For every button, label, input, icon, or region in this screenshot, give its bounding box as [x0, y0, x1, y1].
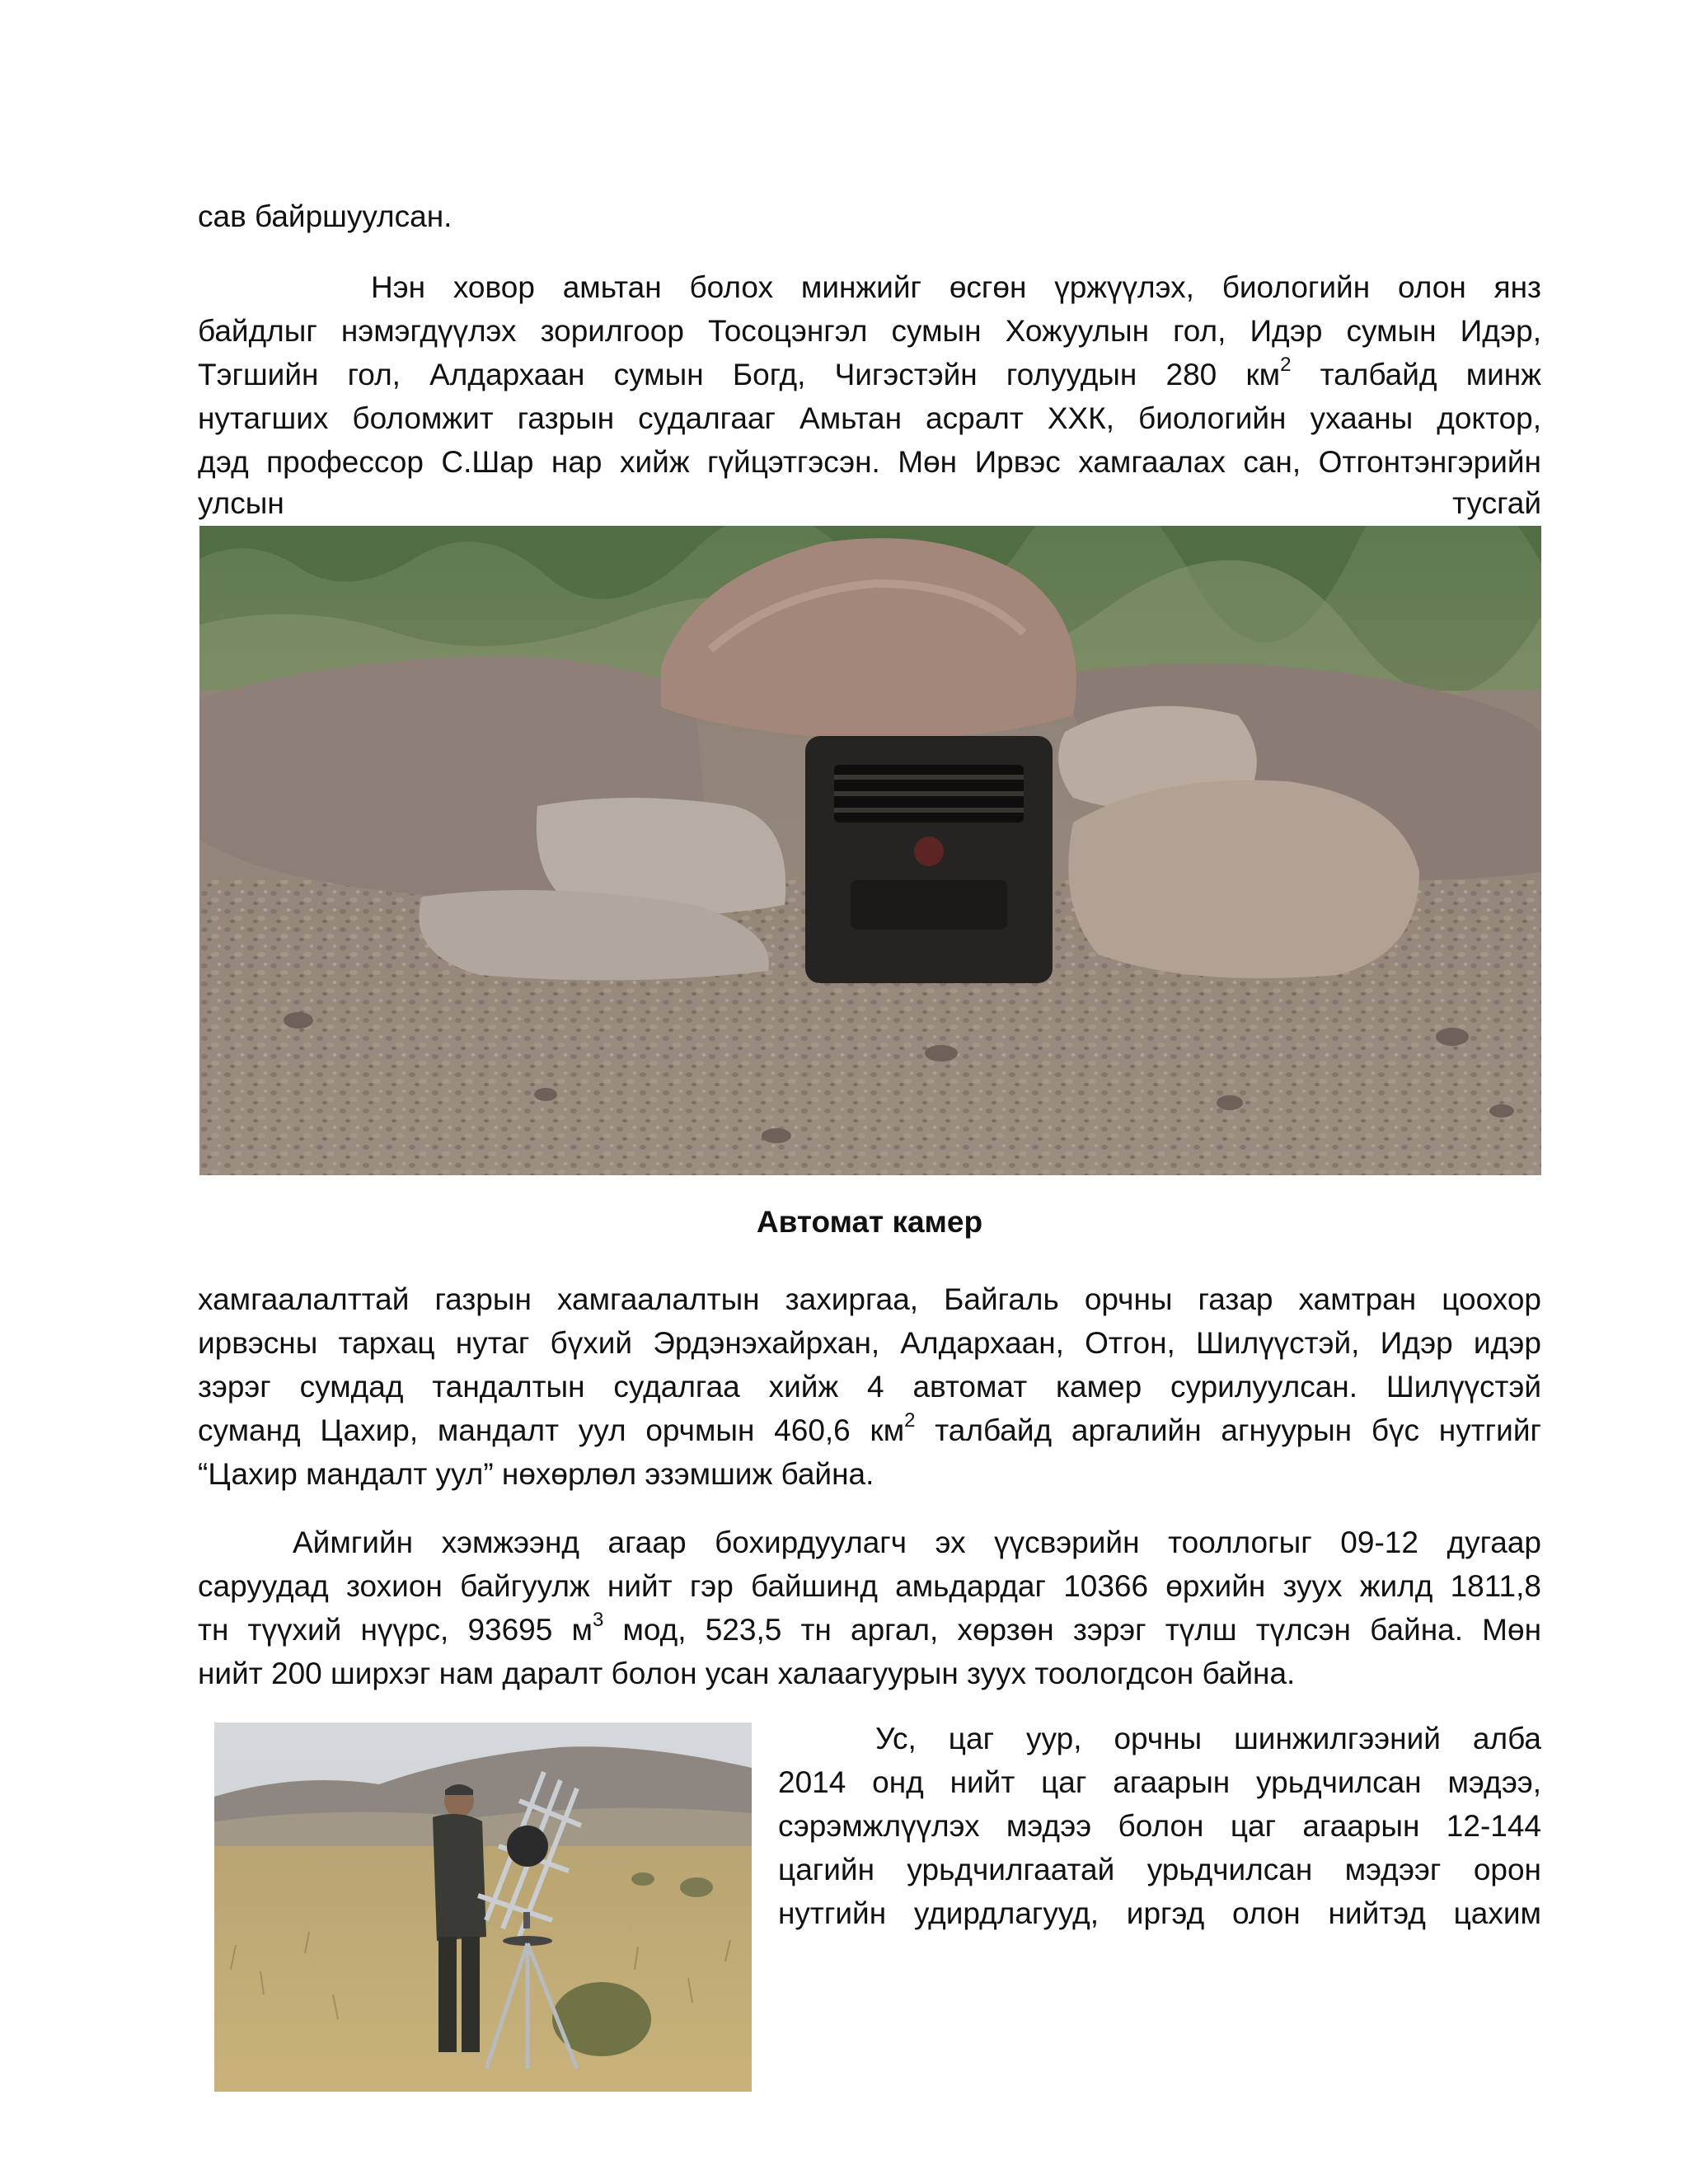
text-run: мод, 523,5 тн аргал, хөрзөн зэрэг түлш түлсэн байна. Мөн: [603, 1613, 1542, 1647]
paragraph-line: “Цахир мандалт уул” нөхөрлөл эзэмшиж байна.: [198, 1457, 874, 1491]
paragraph-line: нийт 200 ширхэг нам даралт болон усан халаагуурын зуух тоологдсон байна.: [198, 1657, 1296, 1690]
superscript: 2: [1280, 353, 1292, 376]
text-run: суманд Цахир, мандалт уул орчмын 460,6 км: [198, 1413, 905, 1447]
paragraph-line: нутагших боломжит газрын судалгааг Амьтан асралт ХХК, биологийн ухааны доктор,: [198, 401, 1541, 435]
paragraph-line: байдлыг нэмэгдүүлэх зорилгоор Тосоцэнгэл сумын Хожуулын гол, Идэр сумын Идэр,: [198, 314, 1541, 348]
paragraph-line: сав байршуулсан.: [198, 199, 452, 233]
paragraph-line: 2014 онд нийт цаг агаарын урьдчилсан мэдээ,: [778, 1765, 1541, 1799]
paragraph-line: хамгаалалттай газрын хамгаалалтын захиргаа, Байгаль орчны газар хамтран цоохор: [198, 1282, 1541, 1316]
figure-caption: Автомат камер: [756, 1205, 983, 1239]
camera-trap-photo: [199, 526, 1541, 1175]
text-run: талбайд минж: [1291, 358, 1541, 391]
paragraph-line: [198, 481, 1541, 525]
paragraph-line: Нэн ховор амьтан болох минжийг өсгөн үржүүлэх, биологийн олон янз: [371, 270, 1541, 304]
superscript: 3: [592, 1608, 604, 1631]
paragraph-line: нутгийн удирдлагууд, иргэд олон нийтэд цахим: [778, 1896, 1541, 1930]
text-run: тн түүхий нүүрс, 93695 м: [198, 1613, 593, 1647]
superscript: 2: [904, 1408, 916, 1432]
text-run: улсын: [198, 486, 284, 520]
paragraph-line: [198, 1608, 1541, 1652]
weather-instrument-photo: [214, 1722, 752, 2092]
paragraph-line: сэрэмжлүүлэх мэдээ болон цаг агаарын 12-144: [778, 1809, 1541, 1843]
paragraph-line: [198, 1408, 1541, 1452]
paragraph-line: Ус, цаг уур, орчны шинжилгээний алба: [875, 1722, 1541, 1755]
paragraph-line: цагийн урьдчилгаатай урьдчилсан мэдээг орон: [778, 1853, 1541, 1886]
text-run: тусгай: [1452, 486, 1541, 520]
text-run: Тэгшийн гол, Алдархаан сумын Богд, Чигэстэйн голуудын 280 км: [198, 358, 1281, 391]
paragraph-line: саруудад зохион байгуулж нийт гэр байшинд амьдардаг 10366 өрхийн зуух жилд 1811,8: [198, 1569, 1541, 1603]
paragraph-line: Аймгийн хэмжээнд агаар бохирдуулагч эх үүсвэрийн тооллогыг 09-12 дугаар: [293, 1526, 1541, 1559]
paragraph-line: ирвэсны тархац нутаг бүхий Эрдэнэхайрхан, Алдархаан, Отгон, Шилүүстэй, Идэр идэр: [198, 1326, 1541, 1360]
text-run: талбайд аргалийн агнуурын бүс нутгийг: [915, 1413, 1541, 1447]
paragraph-line: [198, 353, 1541, 396]
paragraph-line: зэрэг сумдад тандалтын судалгаа хийж 4 автомат камер сурилуулсан. Шилүүстэй: [198, 1370, 1541, 1404]
paragraph-line: дэд профессор С.Шар нар хийж гүйцэтгэсэн. Мөн Ирвэс хамгаалах сан, Отгонтэнгэрийн: [198, 445, 1541, 479]
